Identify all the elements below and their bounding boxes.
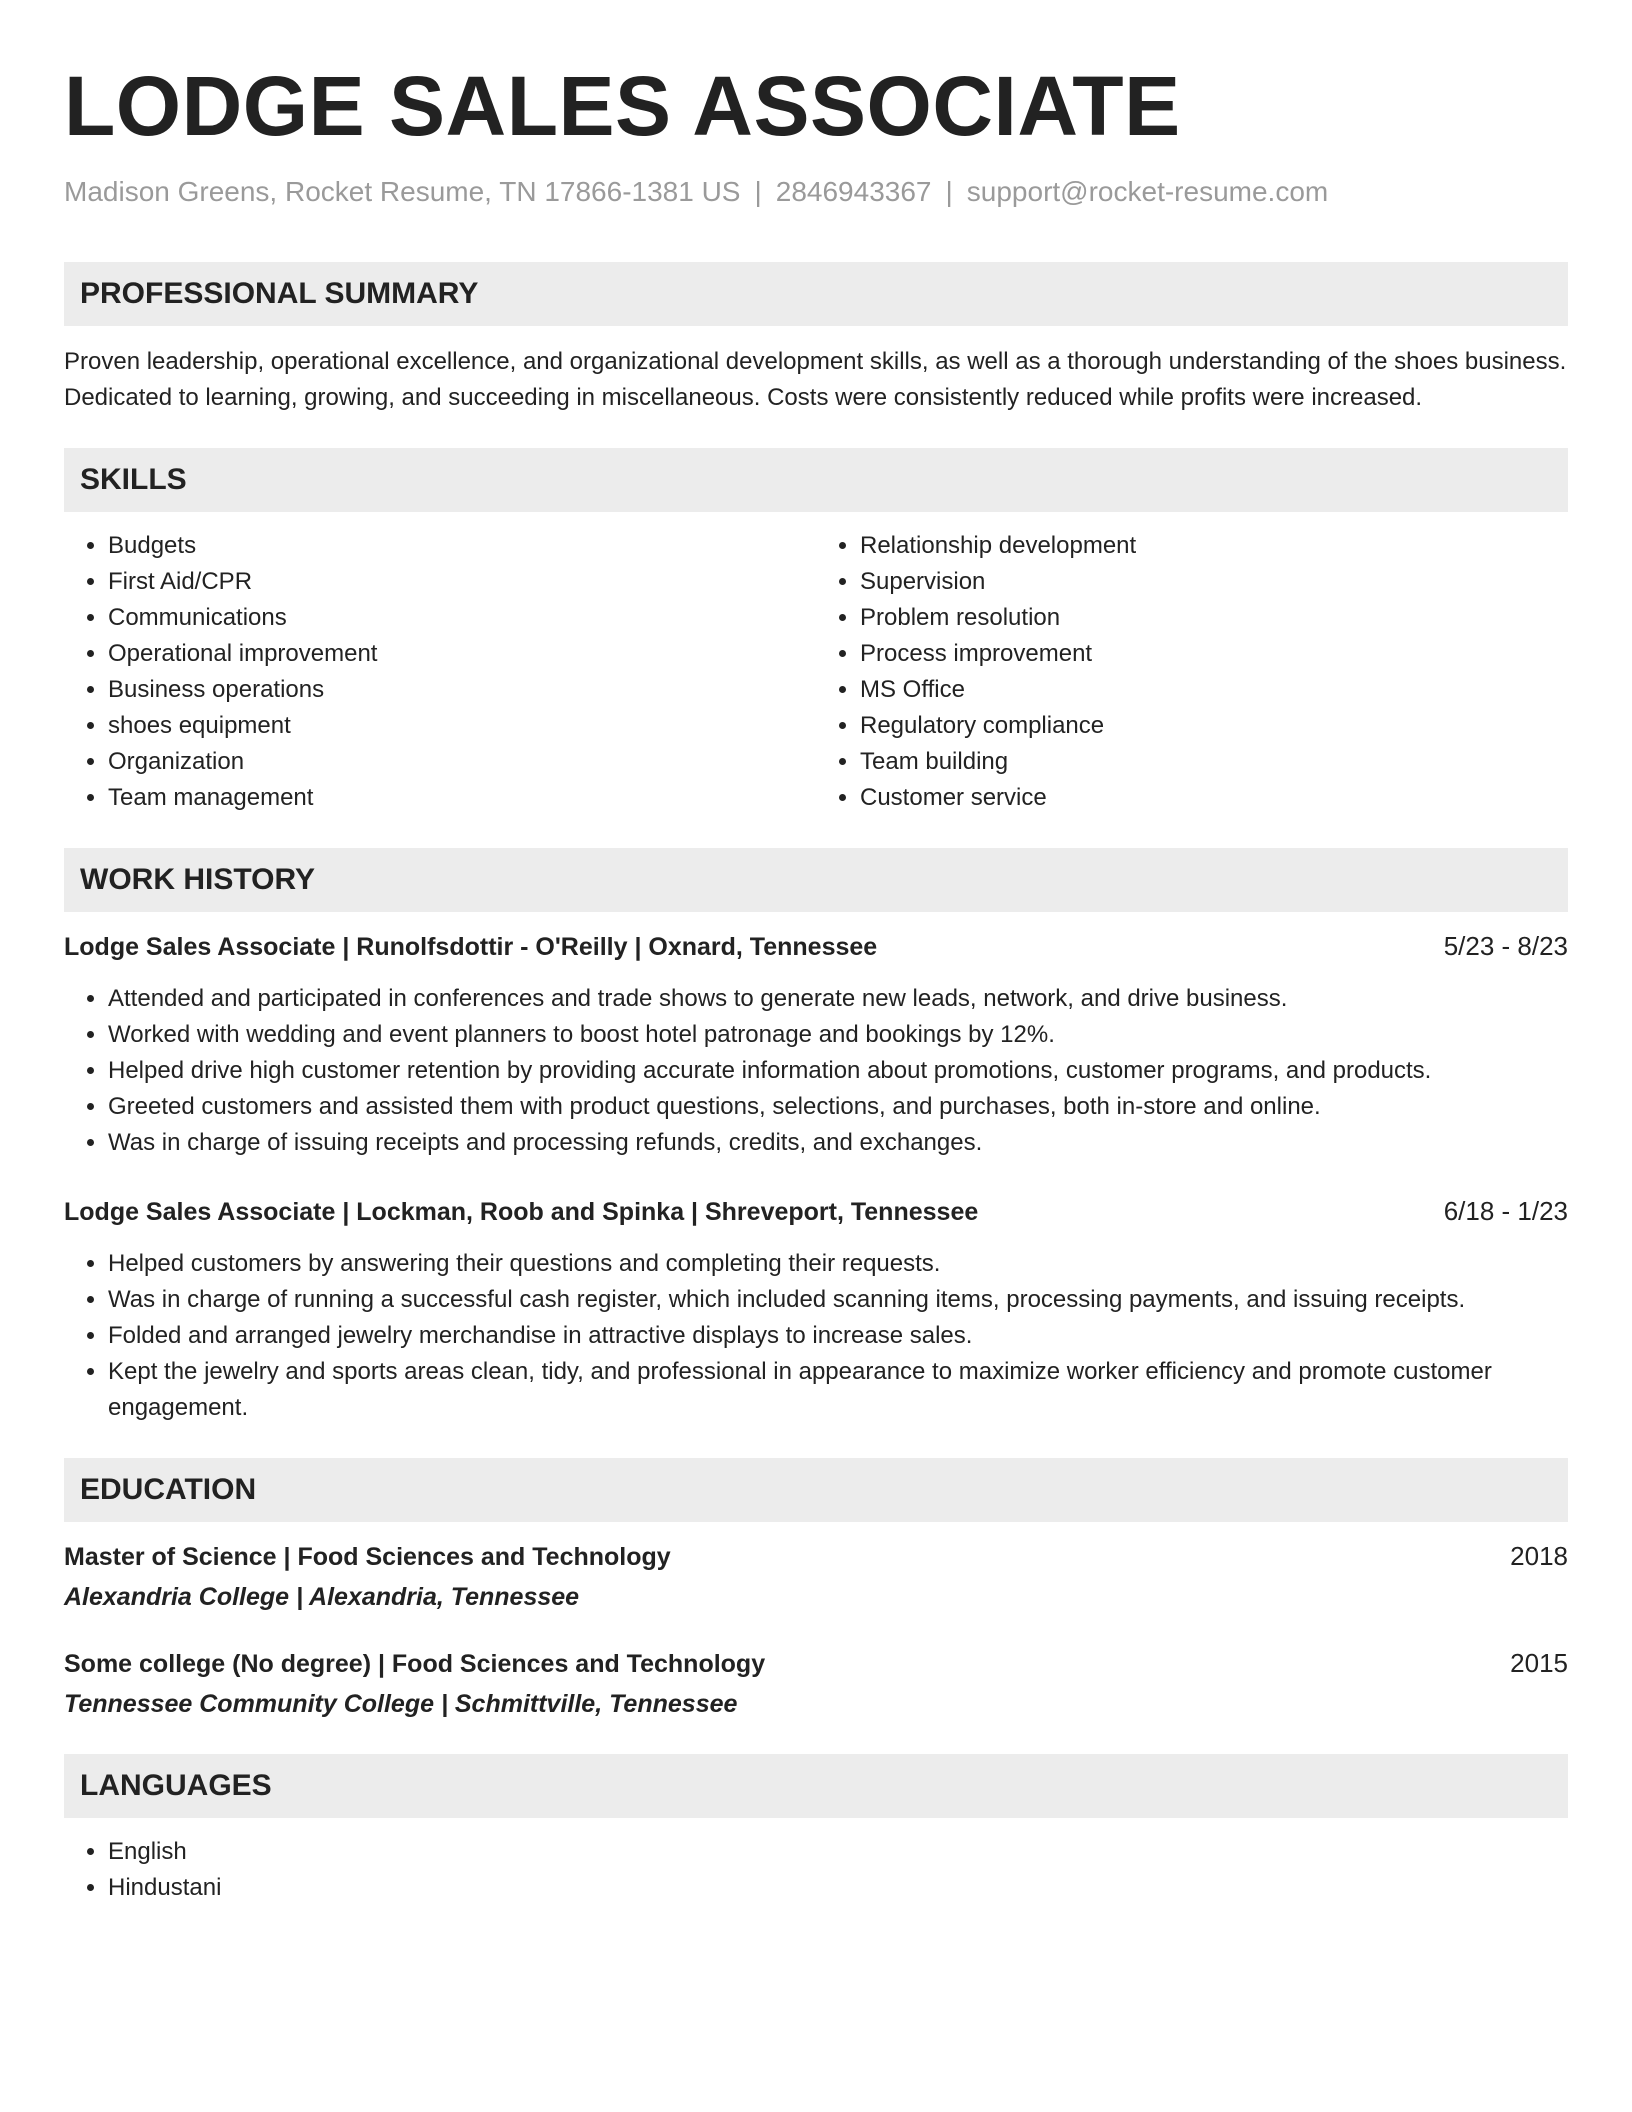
skills-column-right — [816, 528, 1568, 816]
job-bullet: • Greeted customers and assisted them with product questions, selections, and purchases, both in-store and online. — [108, 1089, 1568, 1125]
education-entry — [64, 1645, 1568, 1722]
job-entry — [64, 1193, 1568, 1426]
job-bullet-list — [64, 1246, 1568, 1426]
skill-item: • Budgets — [108, 528, 816, 564]
job-bullet: • Was in charge of issuing receipts and processing refunds, credits, and exchanges. — [108, 1125, 1568, 1161]
skill-item: • Supervision — [860, 564, 1568, 600]
job-bullet-list — [64, 981, 1568, 1161]
job-header — [64, 1193, 1568, 1230]
skill-item: • Organization — [108, 744, 816, 780]
contact-email: support@rocket-resume.com — [966, 176, 1329, 207]
skills-list-right — [816, 528, 1568, 816]
skills-section — [64, 448, 1568, 816]
education-header — [64, 1538, 1568, 1575]
job-bullet: • Helped drive high customer retention by providing accurate information about promotions, customer programs, and products. — [108, 1053, 1568, 1089]
job-entry — [64, 928, 1568, 1161]
job-bullet: • Helped customers by answering their questions and completing their requests. — [108, 1246, 1568, 1282]
skills-list-left — [64, 528, 816, 816]
contact-address: Madison Greens, Rocket Resume, TN 17866-1381 US — [64, 176, 741, 207]
job-title: Lodge Sales Associate | Lockman, Roob and Spinka | Shreveport, Tennessee — [64, 1198, 979, 1226]
education-school: Tennessee Community College | Schmittville, Tennessee — [64, 1690, 738, 1718]
education-heading: EDUCATION — [64, 1458, 1568, 1522]
skill-item: • Regulatory compliance — [860, 708, 1568, 744]
contact-line — [64, 174, 1568, 210]
education-section — [64, 1458, 1568, 1722]
job-bullet: • Folded and arranged jewelry merchandise in attractive displays to increase sales. — [108, 1318, 1568, 1354]
job-bullet: • Was in charge of running a successful cash register, which included scanning items, processing payments, and issuing receipts. — [108, 1282, 1568, 1318]
skill-item: • Team building — [860, 744, 1568, 780]
job-dates: 5/23 - 8/23 — [1443, 931, 1568, 961]
education-entry — [64, 1538, 1568, 1615]
skills-columns — [64, 528, 1568, 816]
skill-item: • Problem resolution — [860, 600, 1568, 636]
contact-separator: | — [945, 176, 953, 207]
work-history-heading: WORK HISTORY — [64, 848, 1568, 912]
education-school: Alexandria College | Alexandria, Tennessee — [64, 1583, 580, 1611]
candidate-name: LODGE SALES ASSOCIATE — [64, 59, 1181, 153]
summary-heading: PROFESSIONAL SUMMARY — [64, 262, 1568, 326]
skill-item: • First Aid/CPR — [108, 564, 816, 600]
skill-item: • Relationship development — [860, 528, 1568, 564]
skills-column-left — [64, 528, 816, 816]
skill-item: • Communications — [108, 600, 816, 636]
language-item: • Hindustani — [108, 1870, 1568, 1906]
job-bullet: • Worked with wedding and event planners to boost hotel patronage and bookings by 12%. — [108, 1017, 1568, 1053]
skill-item: • shoes equipment — [108, 708, 816, 744]
summary-section — [64, 262, 1568, 416]
education-year: 2015 — [1510, 1648, 1568, 1678]
education-degree: Some college (No degree) | Food Sciences and Technology — [64, 1650, 766, 1678]
education-header — [64, 1645, 1568, 1682]
education-year: 2018 — [1510, 1541, 1568, 1571]
skill-item: • Business operations — [108, 672, 816, 708]
contact-phone: 2846943367 — [775, 176, 932, 207]
skill-item: • Process improvement — [860, 636, 1568, 672]
work-history-section — [64, 848, 1568, 1426]
education-degree: Master of Science | Food Sciences and Technology — [64, 1543, 671, 1571]
job-bullet: • Attended and participated in conferences and trade shows to generate new leads, network, and drive business. — [108, 981, 1568, 1017]
job-title: Lodge Sales Associate | Runolfsdottir - O'Reilly | Oxnard, Tennessee — [64, 933, 878, 961]
job-header — [64, 928, 1568, 965]
skills-heading: SKILLS — [64, 448, 1568, 512]
languages-list — [64, 1834, 1568, 1906]
job-dates: 6/18 - 1/23 — [1443, 1196, 1568, 1226]
language-item: • English — [108, 1834, 1568, 1870]
contact-separator: | — [754, 176, 762, 207]
languages-heading: LANGUAGES — [64, 1754, 1568, 1818]
languages-section — [64, 1754, 1568, 1906]
skill-item: • MS Office — [860, 672, 1568, 708]
skill-item: • Customer service — [860, 780, 1568, 816]
skill-item: • Operational improvement — [108, 636, 816, 672]
skill-item: • Team management — [108, 780, 816, 816]
summary-text: Proven leadership, operational excellence, and organizational development skills, as well as a thorough understanding of the shoes business. Dedicated to learning, growing, and succeeding in miscellaneous. Costs were consistently reduced while profits were increased. — [64, 348, 1567, 411]
job-bullet: • Kept the jewelry and sports areas clean, tidy, and professional in appearance to maximize worker efficiency and promote customer engagement. — [108, 1354, 1568, 1426]
